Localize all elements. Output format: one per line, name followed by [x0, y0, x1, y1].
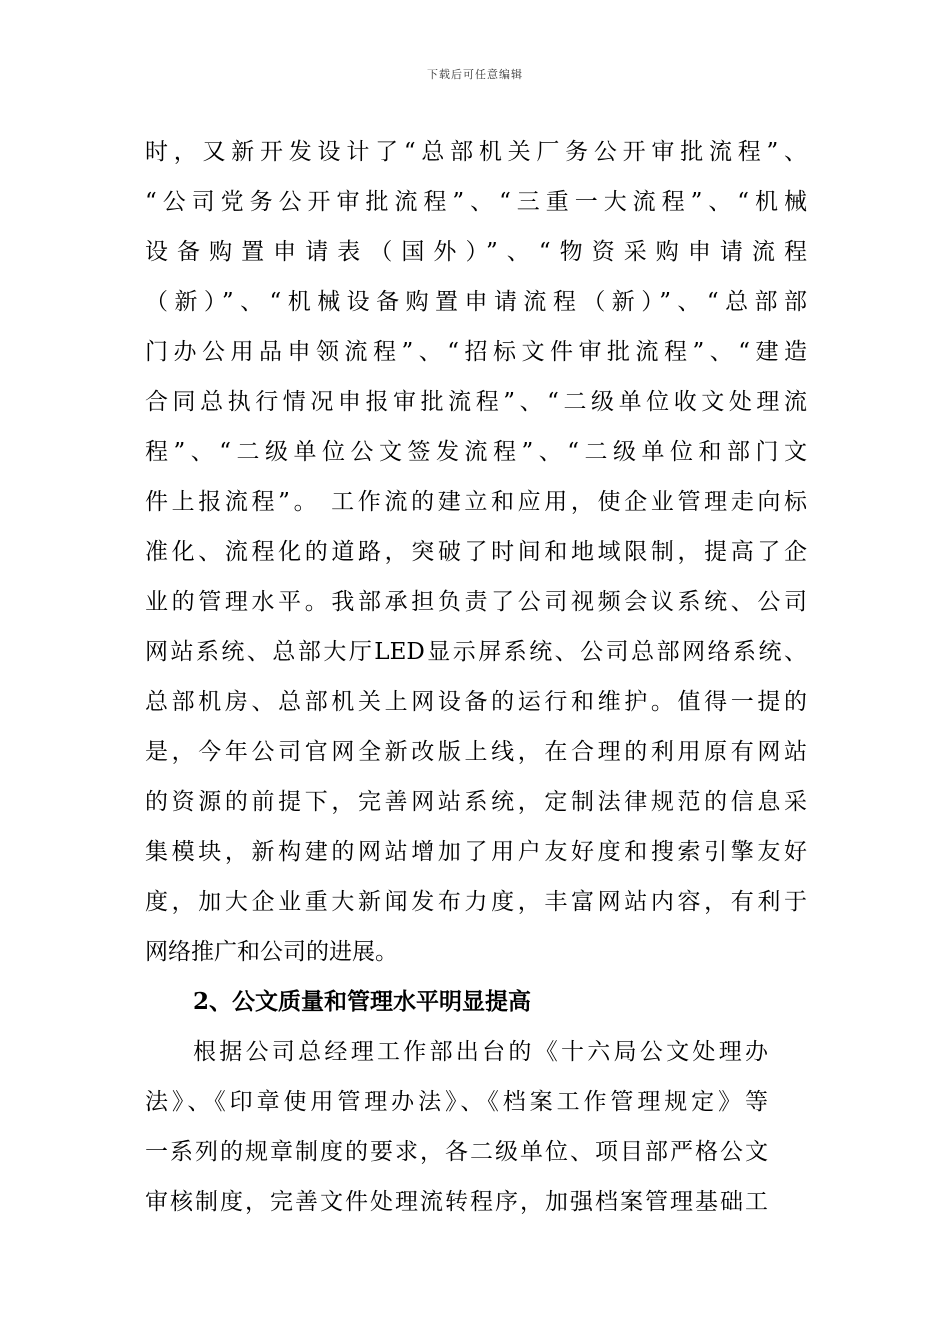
paragraph-line: 准化、流程化的道路，突破了时间和地域限制，提高了企 — [145, 539, 807, 565]
section-heading: 2、公文质量和管理水平明显提高 — [193, 988, 532, 1015]
paragraph-line: 门办公用品申领流程”、“招标文件审批流程”、“建造 — [145, 339, 807, 365]
paragraph-line: “公司党务公开审批流程”、“三重一大流程”、“机械 — [145, 189, 807, 215]
paragraph-line: 集模块，新构建的网站增加了用户友好度和搜索引擎友好 — [145, 839, 807, 865]
paragraph-line: 设备购置申请表（国外）”、“物资采购申请流程 — [145, 239, 807, 265]
paragraph-line: 总部机房、总部机关上网设备的运行和维护。值得一提的 — [145, 689, 807, 715]
paragraph-line: 网站系统、总部大厅LED显示屏系统、公司总部网络系统、 — [145, 639, 807, 665]
paragraph-line: 业的管理水平。我部承担负责了公司视频会议系统、公司 — [145, 589, 807, 615]
page-header: 下载后可任意编辑 — [427, 68, 523, 81]
paragraph-line: 法》、《印章使用管理办法》、《档案工作管理规定》等 — [145, 1089, 768, 1115]
paragraph-line: 时，又新开发设计了“总部机关厂务公开审批流程”、 — [145, 139, 807, 165]
paragraph-line: 度，加大企业重大新闻发布力度，丰富网站内容，有利于 — [145, 889, 807, 915]
paragraph-line: 合同总执行情况申报审批流程”、“二级单位收文处理流 — [145, 389, 807, 415]
paragraph-line: 根据公司总经理工作部出台的《十六局公文处理办 — [193, 1039, 768, 1065]
paragraph-line: 的资源的前提下，完善网站系统，定制法律规范的信息采 — [145, 789, 807, 815]
body-text — [145, 127, 807, 1227]
paragraph-line: 审核制度，完善文件处理流转程序，加强档案管理基础工 — [145, 1189, 768, 1215]
paragraph-line: 网络推广和公司的进展。 — [145, 939, 398, 965]
paragraph-line: 一系列的规章制度的要求，各二级单位、项目部严格公文 — [145, 1139, 768, 1165]
paragraph-line: （新）”、“机械设备购置申请流程（新）”、“总部部 — [145, 289, 807, 315]
paragraph-line: 程”、“二级单位公文签发流程”、“二级单位和部门文 — [145, 439, 807, 465]
paragraph-line: 件上报流程”。 工作流的建立和应用，使企业管理走向标 — [145, 489, 807, 515]
paragraph-line: 是，今年公司官网全新改版上线，在合理的利用原有网站 — [145, 739, 807, 765]
